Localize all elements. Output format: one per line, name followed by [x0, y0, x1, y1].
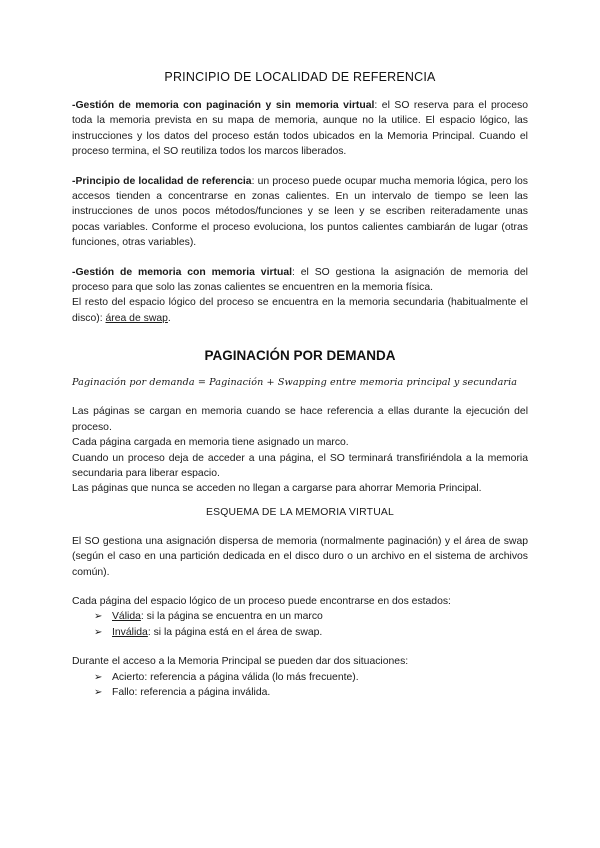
paragraph-text: El resto del espacio lógico del proceso se encuentra en la memoria secundaria (habitualmente el disco): [72, 297, 528, 324]
term-valida: Válida [112, 611, 141, 623]
paragraph-esquema-2: Cada página del espacio lógico de un proceso puede encontrarse en dos estados: [72, 595, 451, 607]
list-item [94, 685, 528, 700]
list-item [94, 625, 528, 640]
arrow-bullet-icon: ➢ [94, 686, 103, 698]
paragraph-resto-espacio [72, 295, 528, 326]
paragraph-text: : el SO gestiona la asignación de memoria del proceso para que solo las zonas calientes se encuentren en la memoria física. [72, 266, 528, 294]
paragraph-esquema-1: El SO gestiona una asignación dispersa de memoria (normalmente paginación) y el área de swap (según el caso en una partición dedicada en el disco duro o un archivo en el sistema de archivos común). [72, 535, 528, 578]
paragraph-text: : un proceso puede ocupar mucha memoria lógica, pero los accesos tienden a concentrarse en zonas calientes. En un intervalo de tiempo se leen las instrucciones de unos pocos métodos/funciones y se leen y se escriben reiteradamente unas pocas variables. Conforme el proceso evoluciona, los puntos calientes cambiarán de lugar (otras funciones, otras variables). [72, 175, 528, 249]
term-invalida: Inválida [112, 626, 148, 638]
arrow-bullet-icon: ➢ [94, 611, 103, 623]
states-list [72, 609, 528, 640]
paragraph-memoria-virtual [72, 265, 528, 296]
paragraph-paginacion-sin-mv [72, 98, 528, 160]
list-item-text: Acierto: referencia a página válida (lo más frecuente). [112, 671, 359, 683]
paragraph-text: : el SO reserva para el proceso toda la memoria prevista en su mapa de memoria, aunque no la utilice. El espacio lógico, las instrucciones y los datos del proceso están todos ubicados en la Memoria Principal. Cuando el proceso termina, el SO reutiliza todos los marcos liberados. [72, 100, 528, 158]
situations-list [72, 670, 528, 701]
section-title-principio: PRINCIPIO DE LOCALIDAD DE REFERENCIA [164, 70, 436, 84]
formula-paginacion: Paginación por demanda = Paginación + Swapping entre memoria principal y secundaria [72, 377, 518, 389]
arrow-bullet-icon: ➢ [94, 626, 103, 638]
document-content [72, 70, 528, 700]
list-item-text: : si la página se encuentra en un marco [140, 611, 323, 623]
section-title-esquema: ESQUEMA DE LA MEMORIA VIRTUAL [205, 506, 395, 518]
line-paginacion-4: Las páginas que nunca se acceden no llegan a cargarse para ahorrar Memoria Principal. [72, 483, 482, 495]
line-paginacion-1: Las páginas se cargan en memoria cuando se hace referencia a ellas durante la ejecución del proceso. [72, 406, 528, 433]
section-title-paginacion: PAGINACIÓN POR DEMANDA [204, 348, 396, 364]
paragraph-esquema-3: Durante el acceso a la Memoria Principal se pueden dar dos situaciones: [72, 656, 409, 668]
term-localidad: -Principio de localidad de referencia [72, 175, 252, 187]
term-memoria-virtual: -Gestión de memoria con memoria virtual [72, 266, 292, 278]
paragraph-localidad [72, 174, 528, 251]
list-item-text: Fallo: referencia a página inválida. [112, 686, 271, 698]
list-item [94, 609, 528, 624]
list-item-text: : si la página está en el área de swap. [147, 626, 323, 638]
term-paginacion-sin-mv: -Gestión de memoria con paginación y sin memoria virtual [72, 100, 375, 111]
line-paginacion-2: Cada página cargada en memoria tiene asignado un marco. [72, 437, 349, 449]
paragraph-end: . [167, 312, 171, 324]
term-area-swap: área de swap [105, 312, 168, 324]
line-paginacion-3: Cuando un proceso deja de acceder a una página, el SO terminará transfiriéndola a la memoria secundaria para liberar espacio. [72, 452, 528, 479]
list-item [94, 670, 528, 685]
arrow-bullet-icon: ➢ [94, 671, 103, 683]
